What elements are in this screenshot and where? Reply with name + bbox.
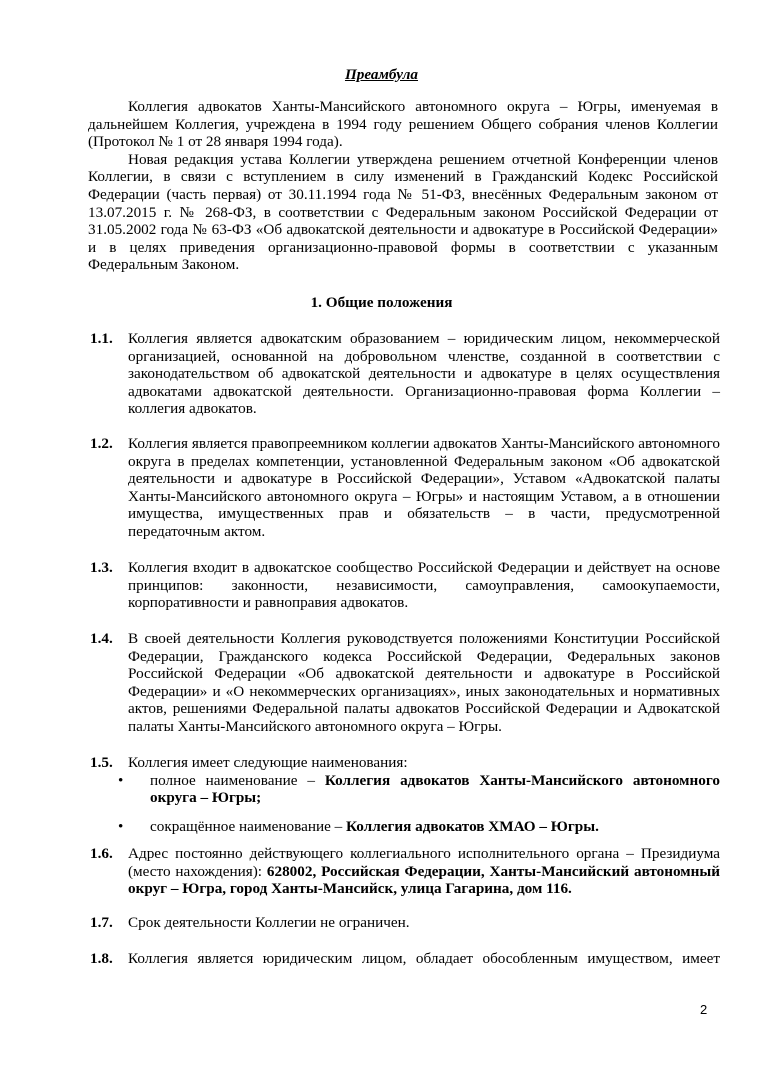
clause-number: 1.3.: [90, 559, 113, 576]
list-item-short-name: [118, 817, 720, 836]
clause-number: 1.1.: [90, 330, 113, 347]
preamble-paragraph-2: Новая редакция устава Коллегии утверждена решением отчетной Конференции членов Коллегии, в связи с вступлением в силу изменений в Гражданский Кодекс Российской Федерации (часть первая) от 30.11.1994 года № 51-ФЗ, внесённых Федеральным законом от 13.07.2015 г. № 268-ФЗ, в соответствии с Федеральным законом Российской Федерации от 31.05.2002 года № 63-ФЗ «Об адвокатской деятельности и адвокатуре в Российской Федерации» и в целях приведения организационно-правовой формы в соответствии с указанным Федеральным Законом.: [88, 150, 718, 274]
clause-number: 1.7.: [90, 914, 113, 931]
clause-1-6: [90, 845, 720, 898]
clause-text: В своей деятельности Коллегия руководствуется положениями Конституции Российской Федерации, Гражданского кодекса Российской Федерации, Федеральных законов Российской Федерации «Об адвокатской деятельности и адвокатуре в Российской Федерации» и «О некоммерческих организациях», иных законодательных и нормативных актов, решениями Федеральной палаты адвокатов Российской Федерации и Адвокатской палаты Ханты-Мансийского автономного округа – Югры.: [128, 630, 720, 735]
page-number: 2: [700, 1002, 708, 1017]
clause-text: Коллегия является адвокатским образованием – юридическим лицом, некоммерческой организацией, основанной на добровольном членстве, созданной в соответствии с законодательством об адвокатской деятельности и адвокатуре в целях осуществления адвокатами адвокатской деятельности. Организационно-правовая форма Коллегии – коллегия адвокатов.: [128, 330, 720, 418]
preamble-body: [88, 98, 718, 274]
clause-number: 1.5.: [90, 754, 113, 771]
clause-1-3: [90, 559, 720, 612]
clause-1-2: [90, 435, 720, 541]
full-name-value: Коллегия адвокатов Ханты-Мансийского автономного округа – Югры;: [150, 771, 720, 807]
bullet-icon: •: [118, 771, 124, 789]
clause-number: 1.6.: [90, 845, 113, 862]
clause-number: 1.2.: [90, 435, 113, 452]
preamble-title: Преамбула: [344, 66, 419, 83]
clause-1-5: [90, 754, 720, 835]
bullet-icon: •: [118, 817, 124, 835]
clause-1-8: [90, 950, 720, 968]
short-name-value: Коллегия адвокатов ХМАО – Югры.: [346, 817, 599, 835]
clause-text: Адрес постоянно действующего коллегиального исполнительного органа – Президиума (место нахождения):: [128, 845, 720, 880]
clause-1-4: [90, 630, 720, 736]
clause-text: Коллегия входит в адвокатское сообщество Российской Федерации и действует на основе принципов: законности, независимости, самоуправления, самоокупаемости, корпоративности и равноправия адвокатов.: [128, 559, 720, 612]
clause-text: Срок деятельности Коллегии не ограничен.: [128, 914, 410, 931]
short-name-prefix: сокращённое наименование –: [150, 817, 347, 835]
clause-1-1: [90, 330, 720, 418]
clause-text: Коллегия является правопреемником коллегии адвокатов Ханты-Мансийского автономного округа в пределах компетенции, установленной Федеральным законом «Об адвокатской деятельности и адвокатуре в Российской Федерации», Уставом «Адвокатской палаты Ханты-Мансийского автономного округа – Югры» и настоящим Уставом, а в отношении имущества, имущественных прав и обязательств – в части, предусмотренной передаточным актом.: [128, 435, 720, 540]
preamble-paragraph-1: Коллегия адвокатов Ханты-Мансийского автономного округа – Югры, именуемая в дальнейшем Коллегия, учреждена в 1994 году решением Общего собрания членов Коллегии (Протокол № 1 от 28 января 1994 года).: [88, 98, 718, 151]
clause-1-7: [90, 914, 720, 932]
clause-number: 1.8.: [90, 950, 113, 967]
full-name-prefix: полное наименование –: [150, 771, 325, 789]
clause-text: Коллегия является юридическим лицом, обладает обособленным имуществом, имеет: [128, 950, 720, 967]
clause-text: Коллегия имеет следующие наименования:: [128, 754, 408, 771]
address-value: 628002, Российская Федерации, Ханты-Мансийский автономный округ – Югра, город Ханты-Мансийск, улица Гагарина, дом 116.: [128, 862, 721, 898]
clause-number: 1.4.: [90, 630, 113, 647]
section-title: 1. Общие положения: [310, 294, 453, 311]
list-item-full-name: [118, 771, 720, 807]
